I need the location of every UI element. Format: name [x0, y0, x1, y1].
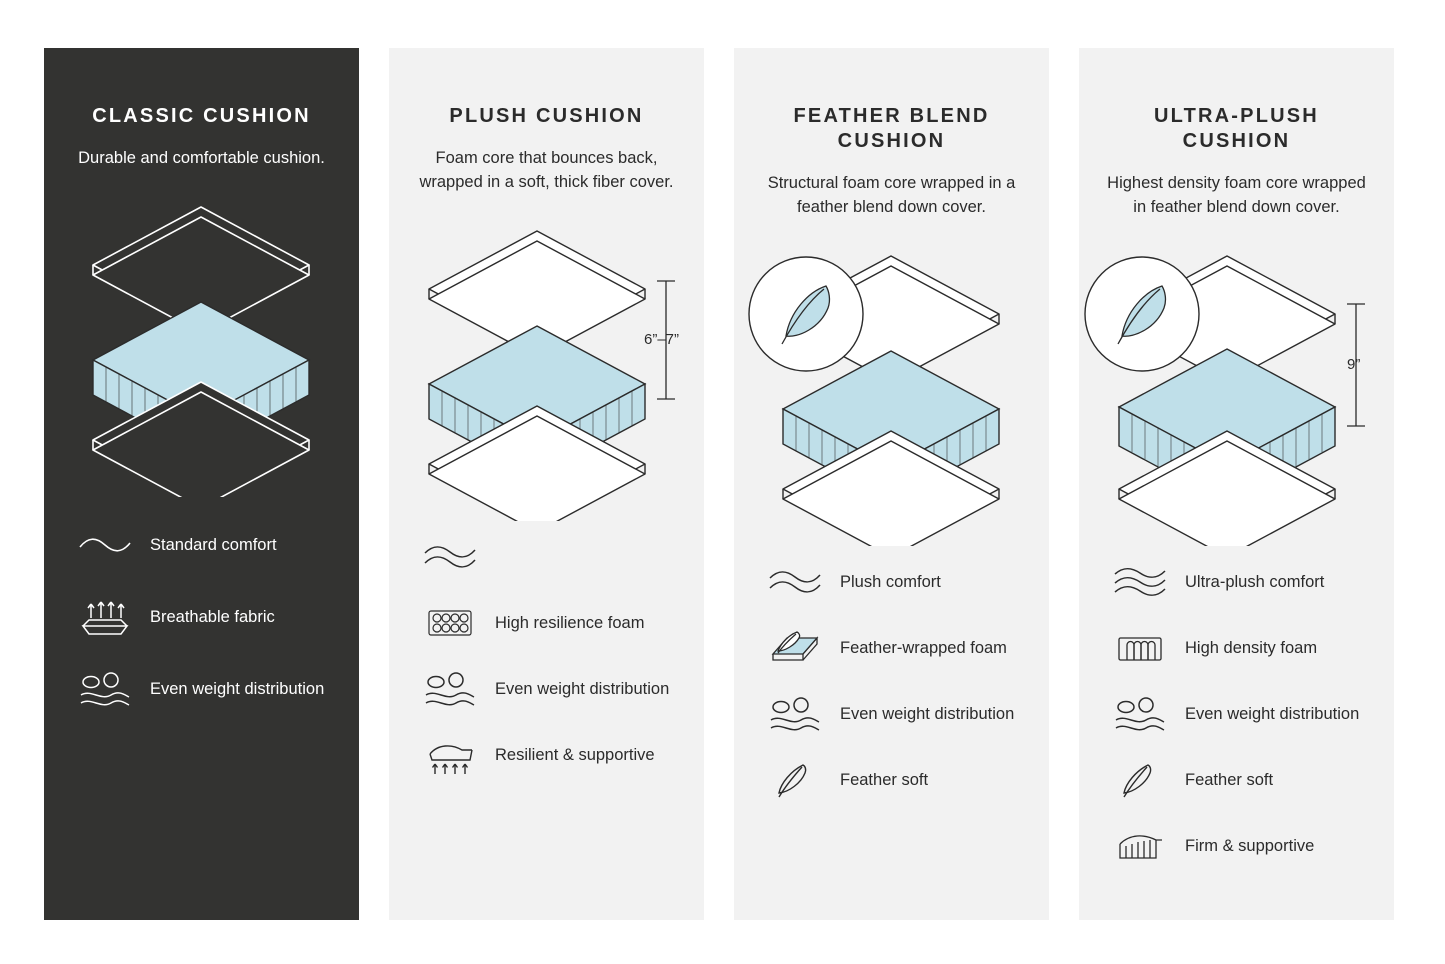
feature-label: Feather soft	[1185, 770, 1274, 789]
card-description: Foam core that bounces back, wrapped in a soft, thick fiber cover.	[419, 149, 674, 191]
feature-item	[1111, 824, 1368, 868]
feature-item	[1111, 560, 1368, 604]
feature-item	[76, 595, 333, 639]
exploded-cushion-illustration	[389, 221, 704, 521]
feature-list	[734, 546, 1049, 802]
card-title: PLUSH CUSHION	[449, 105, 644, 127]
even-weight-icon	[76, 668, 134, 710]
feature-item	[766, 692, 1023, 736]
card-description: Structural foam core wrapped in a feather blend down cover.	[767, 174, 1016, 216]
cushion-diagram-classic	[44, 197, 359, 497]
feature-label: High resilience foam	[495, 613, 645, 632]
feather-wrapped-foam-icon	[766, 627, 824, 669]
card-description: Durable and comfortable cushion.	[78, 149, 325, 167]
dimension-label: 9”	[1347, 355, 1361, 373]
breathable-fabric-icon	[76, 596, 134, 638]
feature-label: Feather soft	[840, 770, 929, 789]
feature-item	[1111, 692, 1368, 736]
feature-item	[1111, 626, 1368, 670]
even-weight-icon	[1111, 693, 1169, 735]
exploded-cushion-illustration	[734, 246, 1049, 546]
feature-list	[389, 521, 704, 777]
feature-item	[421, 535, 678, 579]
feature-item	[766, 560, 1023, 604]
feature-label: Resilient & supportive	[495, 745, 655, 764]
card-title: CLASSIC CUSHION	[92, 105, 311, 127]
feature-item	[421, 733, 678, 777]
feature-label: Even weight distribution	[150, 679, 325, 698]
even-weight-icon	[421, 668, 479, 710]
cushion-diagram-plush	[389, 221, 704, 521]
high-density-foam-icon	[1111, 627, 1169, 669]
wave-icon	[421, 536, 479, 578]
feather-badge-icon	[1085, 257, 1199, 371]
firm-support-icon	[1111, 825, 1169, 867]
card-classic-cushion	[44, 48, 359, 920]
feature-label: Feather-wrapped foam	[840, 638, 1007, 657]
feature-item	[421, 601, 678, 645]
feature-label: Ultra-plush comfort	[1185, 572, 1325, 591]
feature-label: Firm & supportive	[1185, 836, 1315, 855]
feature-item	[766, 626, 1023, 670]
wave-icon	[766, 561, 824, 603]
feather-icon	[1111, 759, 1169, 801]
wave-icon	[1111, 561, 1169, 603]
card-feather-blend-cushion	[734, 48, 1049, 920]
feature-item	[766, 758, 1023, 802]
feature-label: Plush comfort	[840, 572, 941, 591]
feature-item	[1111, 758, 1368, 802]
feature-label: High density foam	[1185, 638, 1318, 657]
feature-item	[421, 667, 678, 711]
honeycomb-foam-icon	[421, 602, 479, 644]
cushion-diagram-feather-blend	[734, 246, 1049, 546]
cushion-diagram-ultra-plush	[1079, 246, 1394, 546]
resilient-support-icon	[421, 734, 479, 776]
feature-item	[76, 667, 333, 711]
dimension-label: 6”–7”	[644, 330, 680, 348]
feature-label: Even weight distribution	[1185, 704, 1360, 723]
feature-label: Even weight distribution	[840, 704, 1015, 723]
feather-icon	[766, 759, 824, 801]
feature-label: Breathable fabric	[150, 607, 275, 626]
feature-label: Standard comfort	[150, 535, 277, 554]
even-weight-icon	[766, 693, 824, 735]
exploded-cushion-illustration	[1079, 246, 1394, 546]
card-title: FEATHER BLEND CUSHION	[793, 105, 990, 152]
feature-list	[1079, 546, 1394, 868]
feature-label: Even weight distribution	[495, 679, 670, 698]
feature-item	[76, 523, 333, 567]
card-plush-cushion	[389, 48, 704, 920]
feature-list	[44, 497, 359, 711]
card-description: Highest density foam core wrapped in feather blend down cover.	[1107, 174, 1366, 216]
feather-badge-icon	[749, 257, 863, 371]
exploded-cushion-illustration	[44, 197, 359, 497]
card-title: ULTRA-PLUSH CUSHION	[1154, 105, 1319, 152]
card-ultra-plush-cushion	[1079, 48, 1394, 920]
wave-icon	[76, 524, 134, 566]
